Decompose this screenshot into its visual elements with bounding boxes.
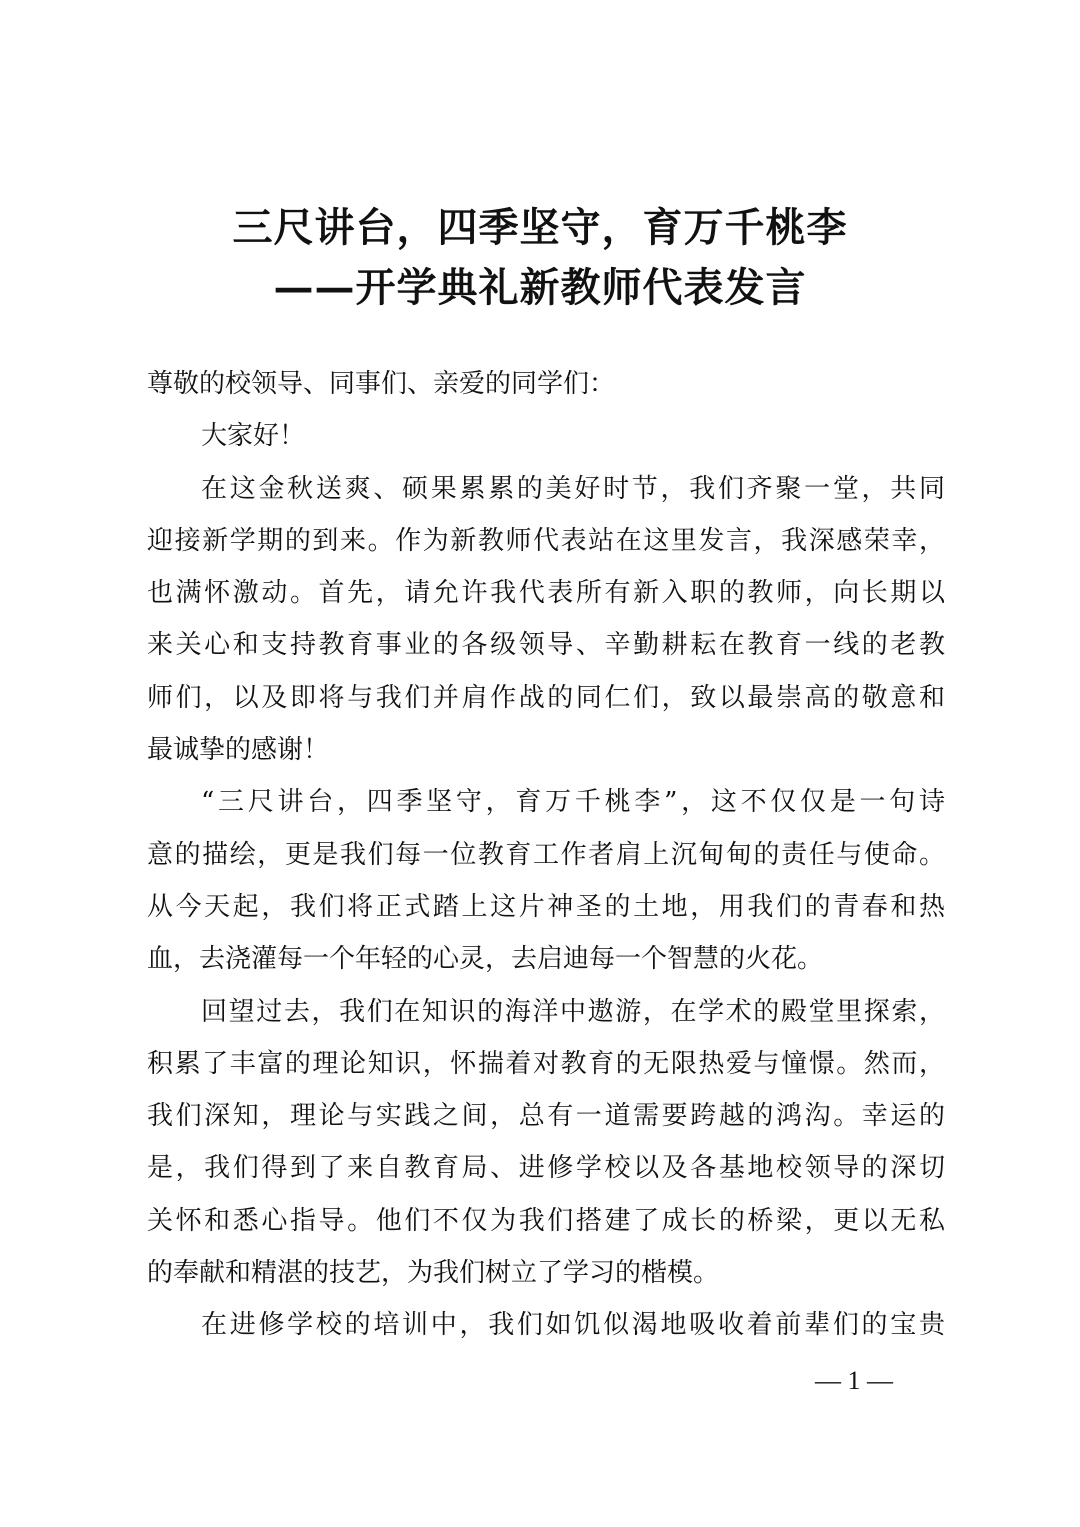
text-line: 来关心和支持教育事业的各级领导、辛勤耕耘在教育一线的老教: [147, 630, 945, 661]
text-line: 意的描绘，更是我们每一位教育工作者肩上沉甸甸的责任与使命。: [147, 839, 945, 870]
text-line: 也满怀激动。首先，请允许我代表所有新入职的教师，向长期以: [147, 578, 945, 609]
text-line: 我们深知，理论与实践之间，总有一道需要跨越的鸿沟。幸运的: [147, 1101, 945, 1132]
page-number: — 1 —: [815, 1366, 893, 1395]
text-line: 迎接新学期的到来。作为新教师代表站在这里发言，我深感荣幸，: [147, 525, 945, 556]
document-title: 三尺讲台，四季坚守，育万千桃李: [232, 204, 848, 251]
text-line: 大家好！: [201, 421, 306, 452]
document-subtitle: ——开学典礼新教师代表发言: [273, 264, 807, 311]
text-line: 尊敬的校领导、同事们、亲爱的同学们：: [147, 369, 616, 399]
text-line: “三尺讲台，四季坚守，育万千桃李”，这不仅仅是一句诗: [201, 787, 945, 818]
text-line: 关怀和悉心指导。他们不仅为我们搭建了成长的桥梁，更以无私: [147, 1205, 945, 1236]
text-line: 血，去浇灌每一个年轻的心灵，去启迪每一个智慧的火花。: [147, 944, 824, 975]
text-line: 在这金秋送爽、硕果累累的美好时节，我们齐聚一堂，共同: [201, 473, 945, 504]
document-body: [147, 362, 945, 1356]
text-line: 的奉献和精湛的技艺，为我们树立了学习的楷模。: [147, 1258, 720, 1289]
text-line: 师们，以及即将与我们并肩作战的同仁们，致以最崇高的敬意和: [147, 682, 945, 713]
text-line: 回望过去，我们在知识的海洋中遨游，在学术的殿堂里探索，: [201, 996, 945, 1027]
text-line: 从今天起，我们将正式踏上这片神圣的土地，用我们的青春和热: [147, 891, 945, 922]
text-line: 是，我们得到了来自教育局、进修学校以及各基地校领导的深切: [147, 1153, 945, 1184]
text-line: 在进修学校的培训中，我们如饥似渴地吸收着前辈们的宝贵: [201, 1310, 945, 1341]
text-line: 积累了丰富的理论知识，怀揣着对教育的无限热爱与憧憬。然而，: [147, 1048, 945, 1079]
text-line: 最诚挚的感谢！: [147, 735, 330, 766]
